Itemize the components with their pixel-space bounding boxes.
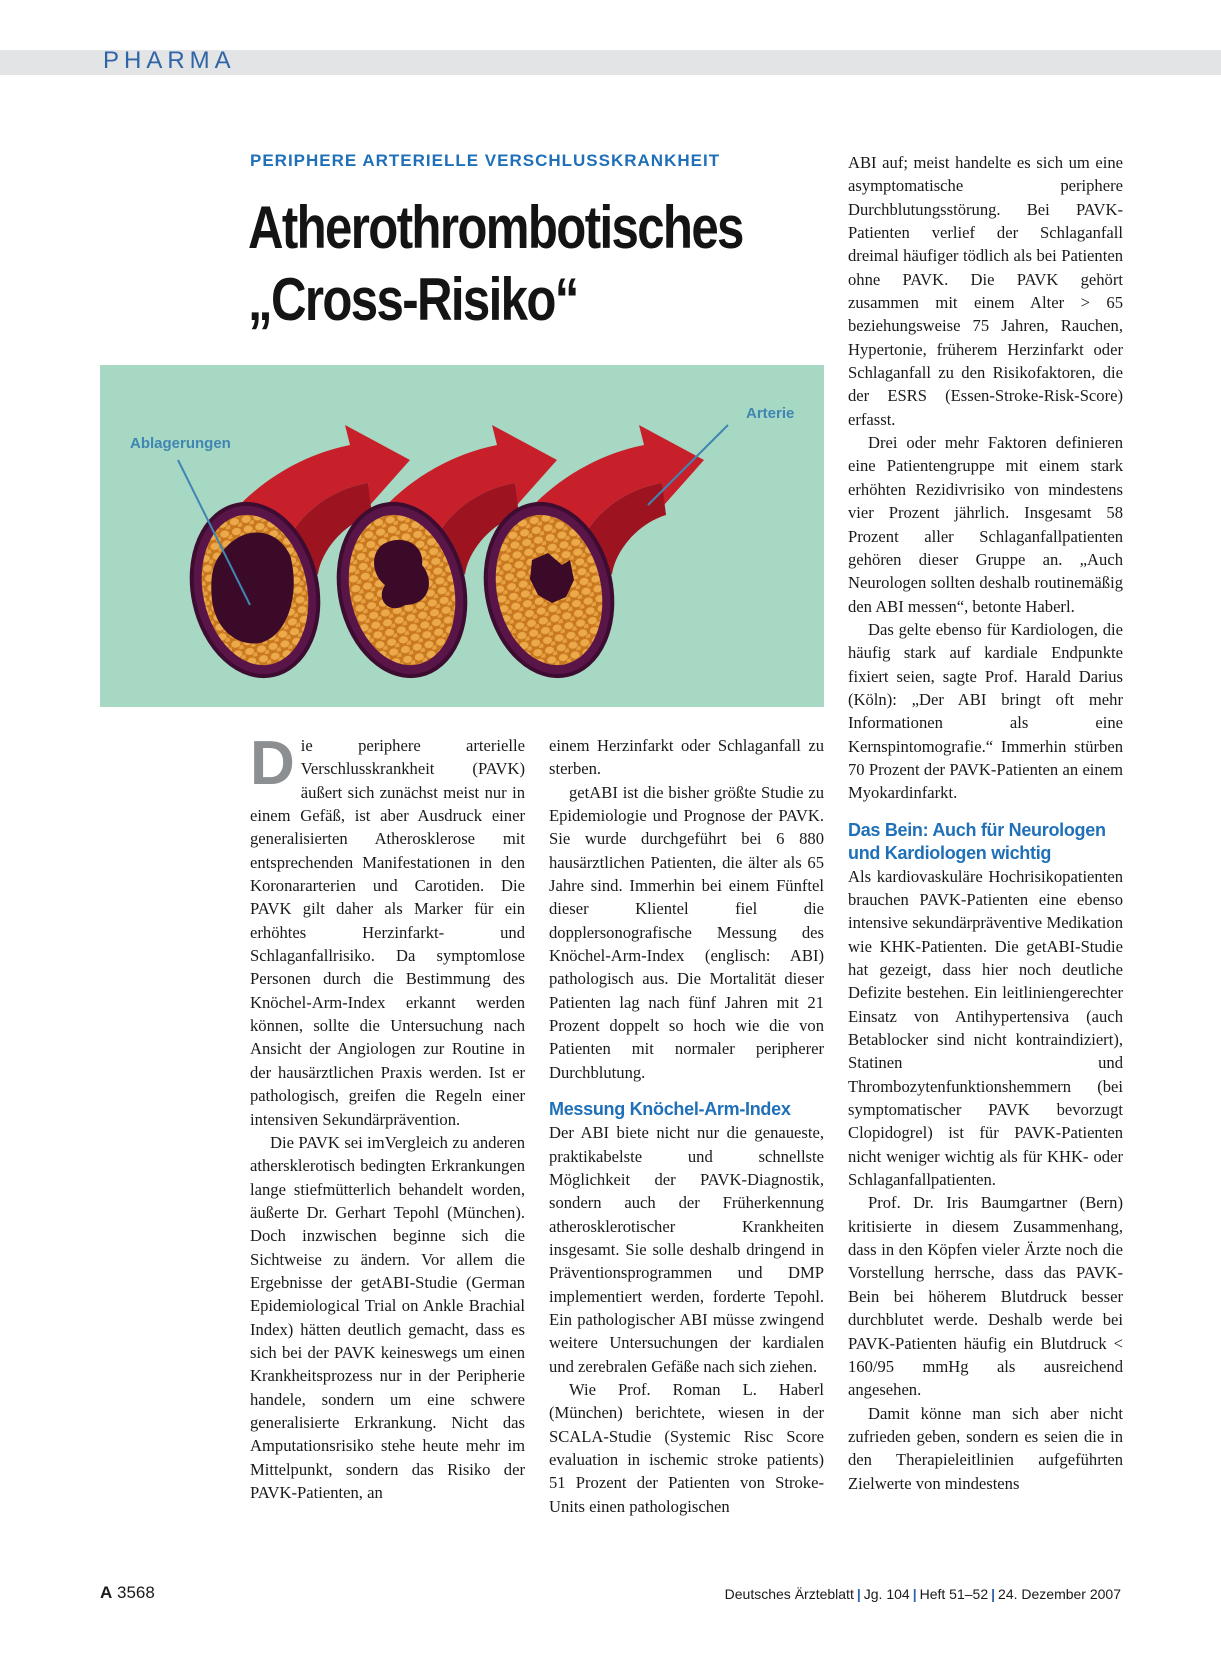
page-number-value: 3568 bbox=[117, 1583, 155, 1602]
journal-date: 24. Dezember 2007 bbox=[998, 1586, 1121, 1602]
paragraph: Drei oder mehr Faktoren definieren eine Patientengruppe mit einem stark erhöhten Rezidivrisiko von mindestens vier Prozent jährlich. Insgesamt 58 Prozent aller Schlaganfallpatienten gehören dieser Gruppe an. „Auch Neurologen sollten deshalb routinemäßig den ABI messen“, betonte Haberl. bbox=[848, 433, 1123, 616]
separator: | bbox=[991, 1586, 996, 1602]
journal-info bbox=[725, 1586, 1121, 1602]
article-column-3 bbox=[848, 151, 1123, 1495]
separator: | bbox=[912, 1586, 917, 1602]
paragraph: ABI auf; meist handelte es sich um eine asymptomatische periphere Durchblutungsstörung. Bei PAVK-Patienten verlief der Schlaganfall dreimal häufiger tödlich als bei Patienten ohne PAVK. Die PAVK gehört zusammen mit einem Alter > 65 beziehungsweise 75 Jahren, Rauchen, Hypertonie, früherem Herzinfarkt oder Schlaganfall zu den Risikofaktoren, die der ESRS (Essen-Stroke-Risk-Score) erfasst. bbox=[848, 153, 1123, 429]
title-line-1: Atherothrombotisches bbox=[248, 194, 743, 261]
paragraph: getABI ist die bisher größte Studie zu Epidemiologie und Prognose der PAVK. Sie wurde durchgeführt bei 6 880 hausärztlichen Patienten, die älter als 65 Jahre sind. Immerhin bei einem Fünftel dieser Klientel fiel die dopplersonografische Messung des Knöchel-Arm-Index (englisch: ABI) pathologisch aus. Die Mortalität dieser Patienten lag nach fünf Jahren mit 21 Prozent doppelt so hoch wie die von Patienten mit normaler peripherer Durchblutung. bbox=[549, 782, 824, 1082]
paragraph: Der ABI biete nicht nur die genaueste, praktikabelste und schnellste Möglichkeit der PAVK-Diagnostik, sondern auch der Früherkennung atherosklerotischer Krankheiten insgesamt. Sie solle deshalb dringend in Präventionsprogrammen und DMP implementiert werden, forderte Tepohl. Ein pathologischer ABI müsse zwingend weitere Untersuchungen der kardialen und zerebralen Gefäße nach sich ziehen. bbox=[549, 1123, 824, 1376]
paragraph: Als kardiovaskuläre Hochrisikopatienten brauchen PAVK-Patienten eine ebenso intensive sekundärpräventive Medikation wie KHK-Patienten. Die getABI-Studie hat gezeigt, dass hier noch deutliche Defizite bestehen. Ein leitliniengerechter Einsatz von Antihypertensiva (auch Betablocker sind nicht kontraindiziert), Statinen und Thrombozytenfunktionshemmern (bei symptomatischer PAVK bevorzugt Clopidogrel) ist für PAVK-Patienten nicht weniger wichtig als für KHK- oder Schlaganfallpatienten. bbox=[848, 866, 1123, 1190]
page-prefix: A bbox=[100, 1583, 113, 1602]
title-line-2: „Cross-Risiko“ bbox=[248, 266, 578, 333]
paragraph: einem Herzinfarkt oder Schlaganfall zu sterben. bbox=[549, 736, 824, 779]
artery-drawing bbox=[100, 365, 824, 707]
journal-volume: Jg. 104 bbox=[863, 1586, 910, 1602]
section-label: PHARMA bbox=[103, 47, 236, 74]
drop-cap: D bbox=[250, 729, 295, 798]
label-deposits: Ablagerungen bbox=[130, 435, 231, 452]
paragraph: Die PAVK sei imVergleich zu anderen athersklerotisch bedingten Erkrankungen lange stiefmütterlich behandelt worden, äußerte Dr. Gerhart Tepohl (München). Doch inzwischen beginne sich die Sichtweise zu ändern. Vor allem die Ergebnisse der getABI-Studie (German Epidemiological Trial on Ankle Brachial Index) hätten deutlich gemacht, dass es sich bei der PAVK keineswegs um einen Krankheitsprozess nur in der Peripherie handele, sondern um eine schwere generalisierte Erkrankung. Nicht das Amputationsrisiko stehe heute mehr im Mittelpunkt, sondern das Risiko der PAVK-Patienten, an bbox=[250, 1132, 525, 1502]
separator: | bbox=[856, 1586, 861, 1602]
paragraph-text: ie periphere arterielle Verschlusskrankheit (PAVK) äußert sich zunächst meist nur in einem Gefäß, ist aber Ausdruck einer generalisierten Atherosklerose mit entsprechenden Manifestationen in den Koronararterien und Carotiden. Die PAVK gilt daher als Marker für ein erhöhtes Herzinfarkt- und Schlaganfallrisiko. Da symptomlose Personen durch die Bestimmung des Knöchel-Arm-Index erkannt werden können, sollte die Untersuchung nach Ansicht der Angiologen zur Routine in der hausärztlichen Praxis werden. Ist er pathologisch, greifen die Regeln einer intensiven Sekundärprävention. bbox=[250, 736, 525, 1129]
paragraph: Wie Prof. Roman L. Haberl (München) berichtete, wiesen in der SCALA-Studie (Systemic Risc Score evaluation in ischemic stroke patients) 51 Prozent der Patienten von Stroke-Units einen pathologischen bbox=[549, 1379, 824, 1516]
journal-issue: Heft 51–52 bbox=[919, 1586, 989, 1602]
paragraph: Damit könne man sich aber nicht zufrieden geben, sondern es seien die in den Therapieleitlinien aufgeführten Zielwerte von mindestens bbox=[848, 1403, 1123, 1493]
paragraph: Das gelte ebenso für Kardiologen, die häufig stark auf kardiale Endpunkte fixiert seien, sagte Prof. Harald Darius (Köln): „Der ABI bringt oft mehr Informationen als eine Kernspintomografie.“ Immerhin stürben 70 Prozent der PAVK-Patienten an einem Myokardinfarkt. bbox=[848, 619, 1123, 803]
paragraph: Prof. Dr. Iris Baumgartner (Bern) kritisierte in diesem Zusammenhang, dass in den Köpfen vieler Ärzte noch die Vorstellung herrsche, dass das PAVK-Bein bei höherem Blutdruck besser durchblutet werde. Deshalb werde bei PAVK-Patienten häufig ein Blutdruck < 160/95 mmHg als ausreichend angesehen. bbox=[848, 1193, 1123, 1400]
article-column-1 bbox=[250, 729, 525, 1504]
article-title bbox=[248, 192, 743, 336]
article-column-2 bbox=[549, 734, 824, 1518]
label-artery: Arterie bbox=[746, 405, 795, 422]
artery-illustration bbox=[100, 365, 824, 707]
page-number bbox=[100, 1583, 155, 1603]
journal-name: Deutsches Ärzteblatt bbox=[724, 1586, 854, 1602]
article-kicker: PERIPHERE ARTERIELLE VERSCHLUSSKRANKHEIT bbox=[250, 151, 721, 170]
paragraph bbox=[250, 729, 525, 1131]
subheading: Messung Knöchel-Arm-Index bbox=[549, 1099, 791, 1120]
subheading: Das Bein: Auch für Neurologen und Kardiologen wichtig bbox=[848, 819, 1106, 863]
